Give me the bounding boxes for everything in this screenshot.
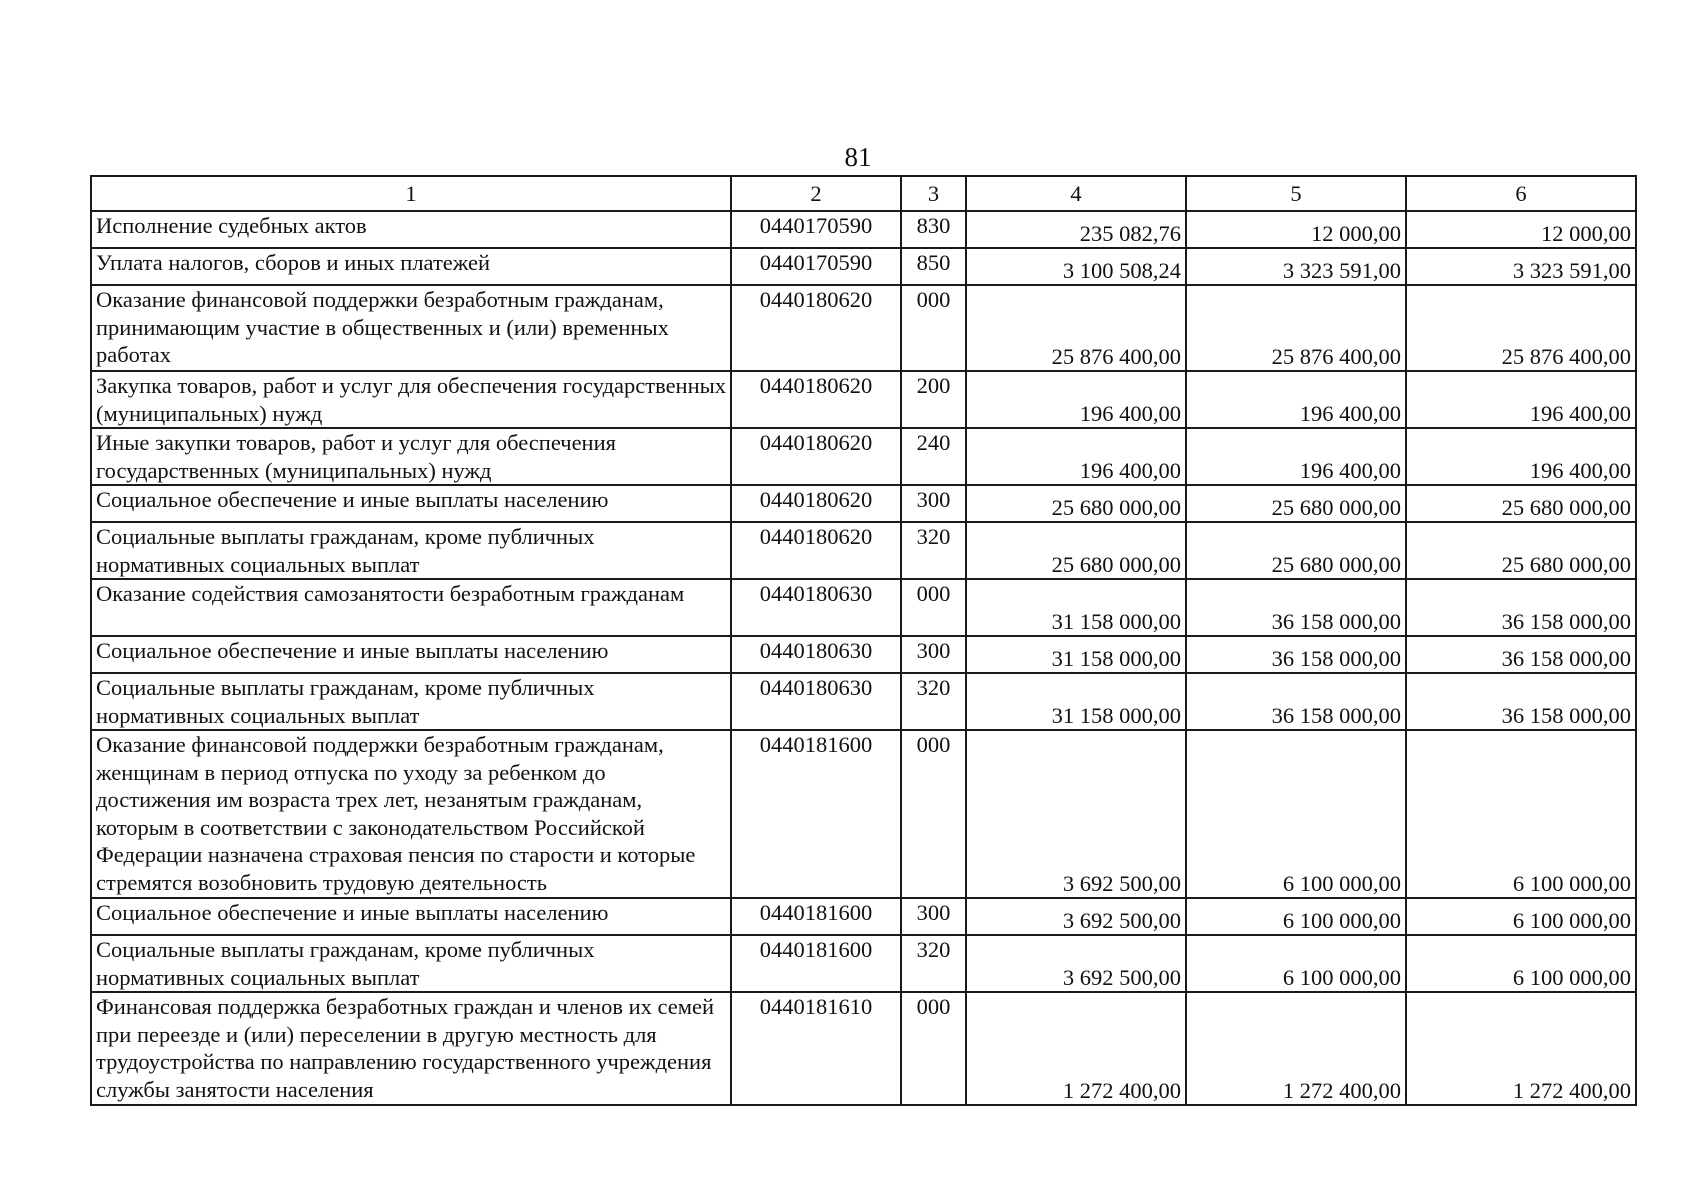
column-header: 6 (1406, 176, 1636, 211)
table-row (91, 371, 1636, 428)
row-value-4: 196 400,00 (966, 371, 1186, 428)
row-value-4: 31 158 000,00 (966, 673, 1186, 730)
row-code: 0440180620 (731, 285, 901, 371)
row-name: Уплата налогов, сборов и иных платежей (91, 248, 731, 285)
row-value-5: 196 400,00 (1186, 371, 1406, 428)
row-value-5: 1 272 400,00 (1186, 992, 1406, 1105)
table-row (91, 428, 1636, 485)
row-name: Оказание содействия самозанятости безработным гражданам (91, 579, 731, 636)
row-value-6: 6 100 000,00 (1406, 730, 1636, 898)
row-value-6: 36 158 000,00 (1406, 579, 1636, 636)
budget-table (90, 175, 1637, 1106)
table-header-row (91, 176, 1636, 211)
row-name: Социальные выплаты гражданам, кроме публичных нормативных социальных выплат (91, 935, 731, 992)
row-value-6: 25 876 400,00 (1406, 285, 1636, 371)
row-code: 0440181600 (731, 730, 901, 898)
table-row (91, 673, 1636, 730)
row-code: 0440180630 (731, 636, 901, 673)
table-row (91, 730, 1636, 898)
row-code: 0440170590 (731, 211, 901, 248)
row-value-4: 3 692 500,00 (966, 898, 1186, 935)
row-value-4: 3 692 500,00 (966, 935, 1186, 992)
row-value-6: 36 158 000,00 (1406, 673, 1636, 730)
table-row (91, 248, 1636, 285)
row-type: 000 (901, 730, 966, 898)
row-value-5: 196 400,00 (1186, 428, 1406, 485)
row-code: 0440180620 (731, 371, 901, 428)
table-row (91, 935, 1636, 992)
row-code: 0440170590 (731, 248, 901, 285)
row-value-5: 36 158 000,00 (1186, 673, 1406, 730)
column-header: 2 (731, 176, 901, 211)
row-value-5: 36 158 000,00 (1186, 579, 1406, 636)
row-code: 0440180630 (731, 673, 901, 730)
row-value-4: 235 082,76 (966, 211, 1186, 248)
row-type: 320 (901, 522, 966, 579)
table-row (91, 522, 1636, 579)
row-code: 0440181610 (731, 992, 901, 1105)
row-name: Исполнение судебных актов (91, 211, 731, 248)
row-value-6: 36 158 000,00 (1406, 636, 1636, 673)
row-name: Оказание финансовой поддержки безработным гражданам, принимающим участие в общественных и (или) временных работах (91, 285, 731, 371)
table-row (91, 211, 1636, 248)
row-value-6: 6 100 000,00 (1406, 898, 1636, 935)
row-type: 300 (901, 898, 966, 935)
row-type: 320 (901, 935, 966, 992)
row-value-5: 6 100 000,00 (1186, 730, 1406, 898)
row-name: Социальные выплаты гражданам, кроме публичных нормативных социальных выплат (91, 673, 731, 730)
row-name: Социальное обеспечение и иные выплаты населению (91, 485, 731, 522)
row-value-4: 3 100 508,24 (966, 248, 1186, 285)
row-value-6: 6 100 000,00 (1406, 935, 1636, 992)
row-value-4: 25 680 000,00 (966, 522, 1186, 579)
row-value-4: 25 680 000,00 (966, 485, 1186, 522)
row-name: Социальное обеспечение и иные выплаты населению (91, 898, 731, 935)
row-value-4: 1 272 400,00 (966, 992, 1186, 1105)
row-type: 240 (901, 428, 966, 485)
row-type: 300 (901, 485, 966, 522)
table-row (91, 898, 1636, 935)
table-row (91, 285, 1636, 371)
row-value-6: 196 400,00 (1406, 428, 1636, 485)
row-code: 0440180630 (731, 579, 901, 636)
row-value-6: 25 680 000,00 (1406, 522, 1636, 579)
row-type: 200 (901, 371, 966, 428)
row-value-5: 6 100 000,00 (1186, 935, 1406, 992)
row-value-5: 25 680 000,00 (1186, 522, 1406, 579)
row-value-6: 1 272 400,00 (1406, 992, 1636, 1105)
row-code: 0440181600 (731, 935, 901, 992)
row-name: Оказание финансовой поддержки безработным гражданам, женщинам в период отпуска по уходу за ребенком до достижения им возраста трех лет, незанятым гражданам, которым в соответствии с законодательством Российской Федерации назначена страховая пенсия по старости и которые стремятся возобновить трудовую деятельность (91, 730, 731, 898)
row-value-4: 3 692 500,00 (966, 730, 1186, 898)
row-value-6: 196 400,00 (1406, 371, 1636, 428)
row-type: 830 (901, 211, 966, 248)
row-value-6: 12 000,00 (1406, 211, 1636, 248)
column-header: 5 (1186, 176, 1406, 211)
row-value-4: 31 158 000,00 (966, 636, 1186, 673)
row-value-4: 31 158 000,00 (966, 579, 1186, 636)
row-value-5: 36 158 000,00 (1186, 636, 1406, 673)
row-value-6: 3 323 591,00 (1406, 248, 1636, 285)
row-type: 850 (901, 248, 966, 285)
row-value-5: 25 876 400,00 (1186, 285, 1406, 371)
row-code: 0440180620 (731, 428, 901, 485)
table-row (91, 636, 1636, 673)
table-row (91, 579, 1636, 636)
row-value-5: 12 000,00 (1186, 211, 1406, 248)
row-type: 000 (901, 285, 966, 371)
row-name: Иные закупки товаров, работ и услуг для обеспечения государственных (муниципальных) нужд (91, 428, 731, 485)
row-value-5: 3 323 591,00 (1186, 248, 1406, 285)
row-type: 000 (901, 992, 966, 1105)
row-name: Финансовая поддержка безработных граждан и членов их семей при переезде и (или) переселении в другую местность для трудоустройства по направлению государственного учреждения службы занятости населения (91, 992, 731, 1105)
row-value-5: 25 680 000,00 (1186, 485, 1406, 522)
row-type: 000 (901, 579, 966, 636)
row-type: 300 (901, 636, 966, 673)
row-type: 320 (901, 673, 966, 730)
table-row (91, 485, 1636, 522)
column-header: 3 (901, 176, 966, 211)
column-header: 1 (91, 176, 731, 211)
row-code: 0440181600 (731, 898, 901, 935)
row-value-6: 25 680 000,00 (1406, 485, 1636, 522)
row-name: Закупка товаров, работ и услуг для обеспечения государственных (муниципальных) нужд (91, 371, 731, 428)
table-row (91, 992, 1636, 1105)
page-number: 81 (844, 142, 872, 172)
row-value-5: 6 100 000,00 (1186, 898, 1406, 935)
row-code: 0440180620 (731, 522, 901, 579)
row-name: Социальное обеспечение и иные выплаты населению (91, 636, 731, 673)
row-value-4: 25 876 400,00 (966, 285, 1186, 371)
row-name: Социальные выплаты гражданам, кроме публичных нормативных социальных выплат (91, 522, 731, 579)
column-header: 4 (966, 176, 1186, 211)
row-code: 0440180620 (731, 485, 901, 522)
row-value-4: 196 400,00 (966, 428, 1186, 485)
